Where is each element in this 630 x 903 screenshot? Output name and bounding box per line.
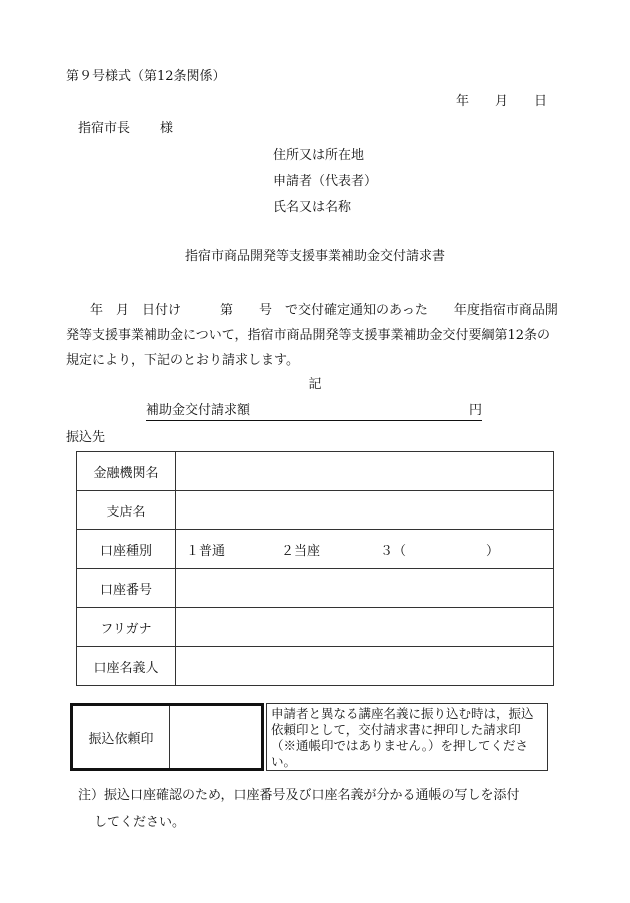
branch-label: 支店名 [77, 491, 176, 530]
seal-note: 申請者と異なる講座名義に振り込む時は，振込依頼印として，交付請求書に押印した請求印（※通帳印ではありません。）を押してください。 [266, 703, 548, 771]
branch-field[interactable] [176, 491, 554, 530]
amount-label: 補助金交付請求額 [146, 403, 251, 418]
account-holder-label: 口座名義人 [77, 647, 176, 686]
bank-table [76, 451, 554, 686]
applicant-name-label: 氏名又は名称 [273, 200, 352, 215]
account-number-field[interactable] [176, 569, 554, 608]
amount-unit: 円 [468, 403, 482, 418]
ki-heading: 記 [308, 377, 322, 392]
table-row [77, 647, 554, 686]
bank-heading: 振込先 [66, 430, 106, 445]
table-row [77, 530, 554, 569]
applicant-representative-label: 申請者（代表者） [273, 174, 378, 189]
transfer-seal-area[interactable] [170, 706, 261, 768]
date-month: 月 [495, 94, 509, 109]
account-type-other-close: ） [486, 543, 500, 559]
transfer-seal-label: 振込依頼印 [73, 706, 170, 768]
institution-label: 金融機関名 [77, 452, 176, 491]
date-day: 日 [534, 94, 548, 109]
request-body-text: 年 月 日付け 第 号 で交付確定通知のあった 年度指宿市商品開発等支援事業補助金について，指宿市商品開発等支援事業補助金交付要綱第12条の規定により，下記のとおり請求します。 [66, 303, 558, 368]
date-line [456, 95, 547, 108]
account-holder-field[interactable] [176, 647, 554, 686]
table-row [77, 452, 554, 491]
addressee-honorific: 様 [160, 121, 174, 136]
footnote-line-2: してください。 [94, 815, 186, 830]
date-year: 年 [456, 94, 470, 109]
account-type-ordinary[interactable]: １普通 [186, 543, 226, 559]
footnote-line-1: 注）振込口座確認のため，口座番号及び口座名義が分かる通帳の写しを添付 [78, 788, 520, 803]
form-number: 第９号様式（第12条関係） [66, 69, 226, 84]
transfer-seal-box [70, 703, 264, 771]
account-type-label: 口座種別 [77, 530, 176, 569]
account-type-current[interactable]: ２当座 [281, 543, 321, 559]
table-row [77, 608, 554, 647]
table-row [77, 491, 554, 530]
request-body [66, 298, 562, 373]
table-row [77, 569, 554, 608]
institution-field[interactable] [176, 452, 554, 491]
addressee-name: 指宿市長 [78, 121, 131, 136]
applicant-address-label: 住所又は所在地 [273, 148, 365, 163]
account-type-field[interactable] [176, 530, 554, 569]
account-type-other-open[interactable]: ３（ [380, 543, 407, 559]
document-title: 指宿市商品開発等支援事業補助金交付請求書 [184, 249, 445, 264]
furigana-label: フリガナ [77, 608, 176, 647]
amount-line [146, 404, 482, 421]
account-number-label: 口座番号 [77, 569, 176, 608]
furigana-field[interactable] [176, 608, 554, 647]
footnote [78, 782, 558, 836]
addressee [78, 122, 173, 135]
